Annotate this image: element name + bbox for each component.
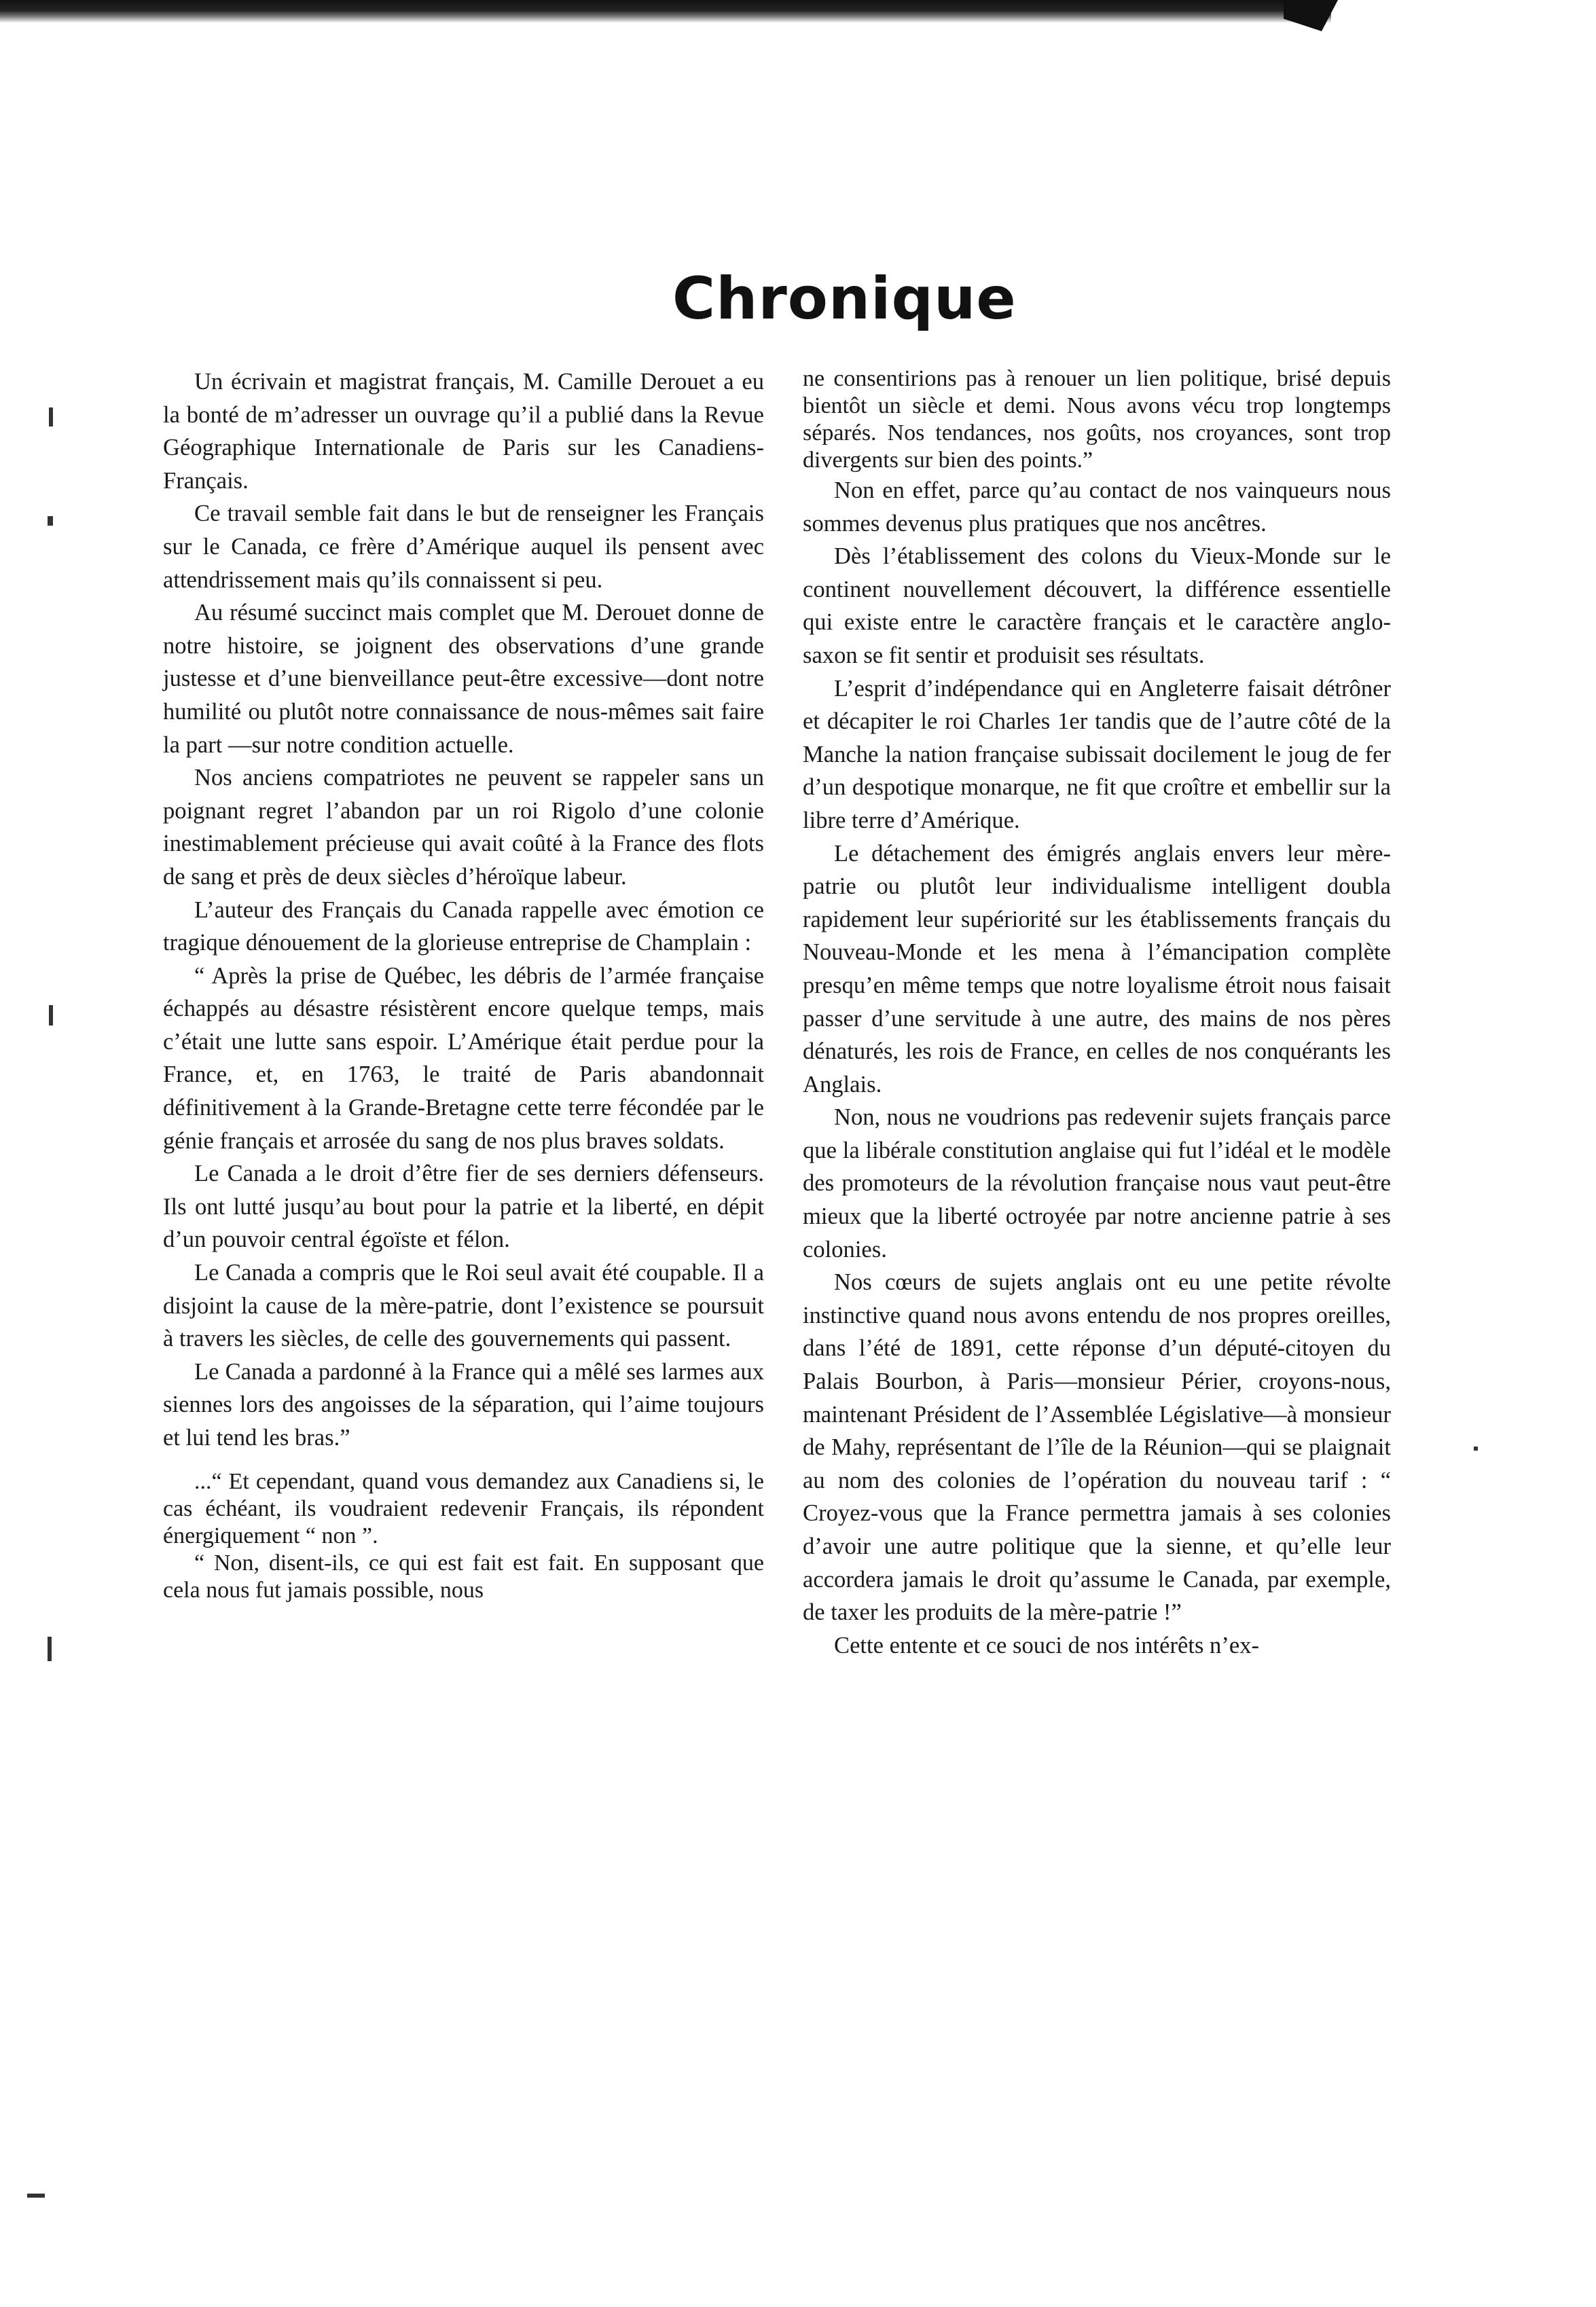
quote-paragraph: ...“ Et cependant, quand vous demandez aux Canadiens si, le cas échéant, ils voudraient redevenir Français, ils répondent énergiquement “ non ”. bbox=[163, 1468, 764, 1548]
margin-mark bbox=[48, 516, 53, 526]
margin-mark bbox=[49, 407, 53, 426]
margin-mark bbox=[48, 1637, 52, 1661]
margin-mark bbox=[49, 1005, 53, 1025]
scanned-top-edge bbox=[0, 0, 1331, 23]
paragraph: Le Canada a pardonné à la France qui a mêlé ses larmes aux siennes lors des angoisses de la séparation, qui l’aime toujours et lui tend les bras.” bbox=[163, 1358, 764, 1451]
paragraph: Nos anciens compatriotes ne peuvent se rappeler sans un poignant regret l’abandon par un roi Rigolo d’une colonie inestimablement précieuse qui avait coûté à la France des flots de sang et près de deux siècles d’héroïque labeur. bbox=[163, 765, 764, 890]
quote-paragraph: “ Après la prise de Québec, les débris de l’armée française échappés au désastre résistèrent encore quelque temps, mais c’était une lutte sans espoir. L’Amérique était perdue pour la France, et, en 1763, le traité de Paris abandonnait définitivement à la Grande-Bretagne cette terre fécondée par le génie français et arrosée du sang de nos plus braves soldats. bbox=[163, 962, 764, 1154]
margin-mark bbox=[1474, 1447, 1478, 1451]
paragraph: Le Canada a compris que le Roi seul avait été coupable. Il a disjoint la cause de la mère-patrie, dont l’existence se poursuit à travers les siècles, de celle des gouvernements qui passent. bbox=[163, 1260, 764, 1352]
paragraph: Nos cœurs de sujets anglais ont eu une petite révolte instinctive quand nous avons entendu de nos propres oreilles, dans l’été de 1891, cette réponse d’un député-citoyen du Palais Bourbon, à Paris—monsieur Périer, croyons-nous, maintenant Président de l’Assemblée Législative—à monsieur de Mahy, représentant de l’île de la Réunion—qui se plaignait au nom des colonies de l’opération du nouveau tarif : “ Croyez-vous que la France permettra jamais à ses colonies d’avoir une autre politique que la sienne, et qu’elle leur accordera jamais le droit qu’assume le Canada, par exemple, de taxer les produits de la mère-patrie !” bbox=[803, 1269, 1391, 1626]
paragraph: ne consentirions pas à renouer un lien politique, brisé depuis bientôt un siècle et demi. Nous avons vécu trop longtemps séparés. Nos tendances, nos goûts, nos croyances, sont trop divergents sur bien des points.” bbox=[803, 366, 1391, 473]
paragraph: Non, nous ne voudrions pas redevenir sujets français parce que la libérale constitution anglaise qui fut l’idéal et le modèle des promoteurs de la révolution française nous vaut peut-être mieux que la liberté octroyée par notre ancienne patrie à ses colonies. bbox=[803, 1104, 1391, 1263]
paragraph: Au résumé succinct mais complet que M. Derouet donne de notre histoire, se joignent des observations d’une grande justesse et d’une bienveillance peut-être excessive—dont notre humilité ou plutôt notre connaissance de nous-mêmes sait faire la part —sur notre condition actuelle. bbox=[163, 600, 764, 758]
paragraph: L’esprit d’indépendance qui en Angleterre faisait détrôner et décapiter le roi Charles 1er tandis que de l’autre côté de la Manche la nation française subissait docilement le joug de fer d’un despotique monarque, ne fit que croître et embellir sur la libre terre d’Amérique. bbox=[803, 675, 1391, 833]
paragraph: Dès l’établissement des colons du Vieux-Monde sur le continent nouvellement découvert, la différence essentielle qui existe entre le caractère français et le caractère anglo-saxon se fit sentir et produisit ses résultats. bbox=[803, 543, 1391, 668]
page-title: Chronique bbox=[672, 265, 1017, 333]
paragraph: Le détachement des émigrés anglais envers leur mère-patrie ou plutôt leur individualisme intelligent doubla rapidement leur supériorité sur les établissements français du Nouveau-Monde et les mena à l’émancipation complète presqu’en même temps que notre loyalisme étroit nous faisait passer d’une servitude à une autre, des mains de nos pères dénaturés, les rois de France, en celles de nos conquérants les Anglais. bbox=[803, 840, 1391, 1097]
paragraph: L’auteur des Français du Canada rappelle avec émotion ce tragique dénouement de la glorieuse entreprise de Champlain : bbox=[163, 896, 764, 956]
paragraph: Non en effet, parce qu’au contact de nos vainqueurs nous sommes devenus plus pratiques que nos ancêtres. bbox=[803, 477, 1391, 537]
scanned-top-edge-tail bbox=[1284, 0, 1338, 31]
margin-mark bbox=[27, 2194, 45, 2198]
paragraph: Un écrivain et magistrat français, M. Camille Derouet a eu la bonté de m’adresser un ouvrage qu’il a publié dans la Revue Géographique Internationale de Paris sur les Canadiens-Français. bbox=[163, 369, 764, 494]
quote-paragraph: “ Non, disent-ils, ce qui est fait est fait. En supposant que cela nous fut jamais possible, nous bbox=[163, 1550, 764, 1603]
paragraph: Ce travail semble fait dans le but de renseigner les Français sur le Canada, ce frère d’Amérique auquel ils pensent avec attendrissement mais qu’ils connaissent si peu. bbox=[163, 501, 764, 593]
paragraph: Le Canada a le droit d’être fier de ses derniers défenseurs. Ils ont lutté jusqu’au bout pour la patrie et la liberté, en dépit d’un pouvoir central égoïste et félon. bbox=[163, 1161, 764, 1253]
paragraph: Cette entente et ce souci de nos intérêts n’ex- bbox=[834, 1632, 1260, 1658]
right-column bbox=[803, 365, 1391, 1662]
left-column bbox=[163, 365, 764, 1604]
